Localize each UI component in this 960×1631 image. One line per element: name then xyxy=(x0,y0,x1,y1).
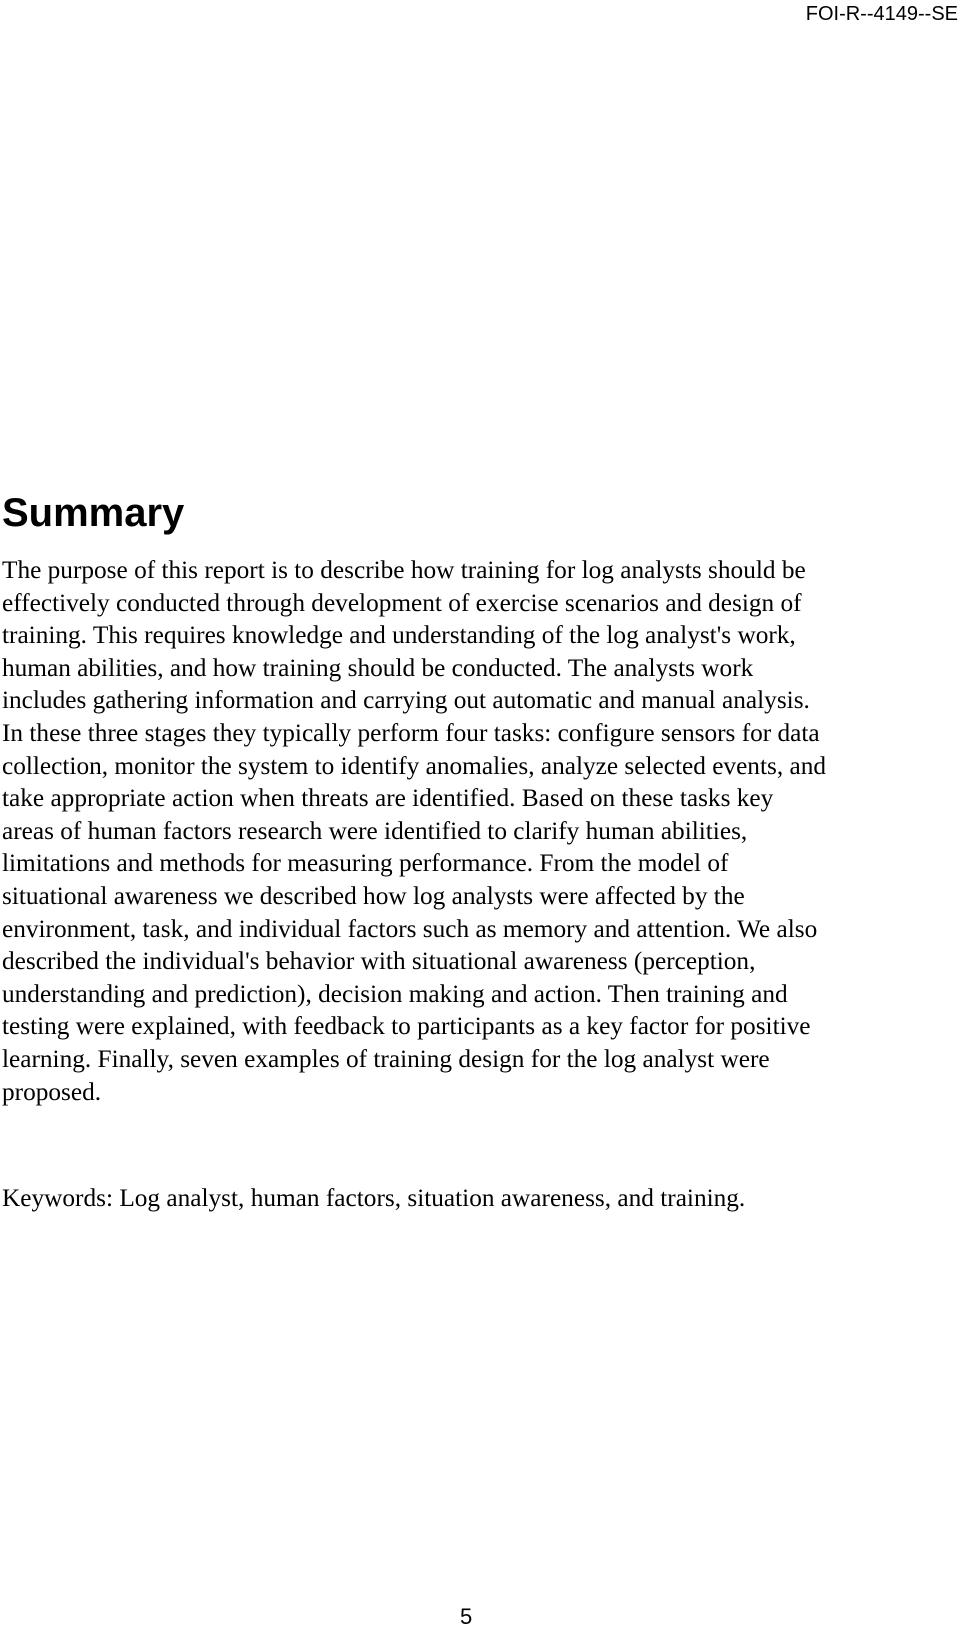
section-title: Summary xyxy=(2,491,185,535)
summary-line: In these three stages they typically perform four tasks: configure sensors for data xyxy=(2,718,820,747)
summary-line: described the individual's behavior with situational awareness (perception, xyxy=(2,947,756,976)
report-number: FOI-R--4149--SE xyxy=(805,3,958,25)
summary-line: limitations and methods for measuring performance. From the model of xyxy=(2,849,729,878)
summary-line: human abilities, and how training should be conducted. The analysts work xyxy=(2,653,754,682)
summary-line: proposed. xyxy=(2,1077,102,1106)
summary-line: The purpose of this report is to describe how training for log analysts should be xyxy=(2,556,806,584)
summary-line: collection, monitor the system to identify anomalies, analyze selected events, and xyxy=(2,751,827,780)
summary-line: understanding and prediction), decision making and action. Then training and xyxy=(2,979,788,1008)
summary-line: situational awareness we described how log analysts were affected by the xyxy=(2,881,745,910)
summary-line: learning. Finally, seven examples of training design for the log analyst were xyxy=(2,1044,770,1073)
summary-line: training. This requires knowledge and understanding of the log analyst's work, xyxy=(2,621,796,650)
summary-line: testing were explained, with feedback to participants as a key factor for positive xyxy=(2,1012,811,1041)
keywords: Keywords: Log analyst, human factors, situation awareness, and training. xyxy=(2,1184,746,1212)
summary-line: includes gathering information and carrying out automatic and manual analysis. xyxy=(2,686,810,715)
summary-paragraph xyxy=(2,554,960,1108)
summary-line: areas of human factors research were identified to clarify human abilities, xyxy=(2,816,748,845)
summary-line: environment, task, and individual factors such as memory and attention. We also xyxy=(2,914,818,943)
summary-line: effectively conducted through development of exercise scenarios and design of xyxy=(2,588,802,617)
summary-line: take appropriate action when threats are identified. Based on these tasks key xyxy=(2,784,774,813)
page-number: 5 xyxy=(460,1604,473,1629)
